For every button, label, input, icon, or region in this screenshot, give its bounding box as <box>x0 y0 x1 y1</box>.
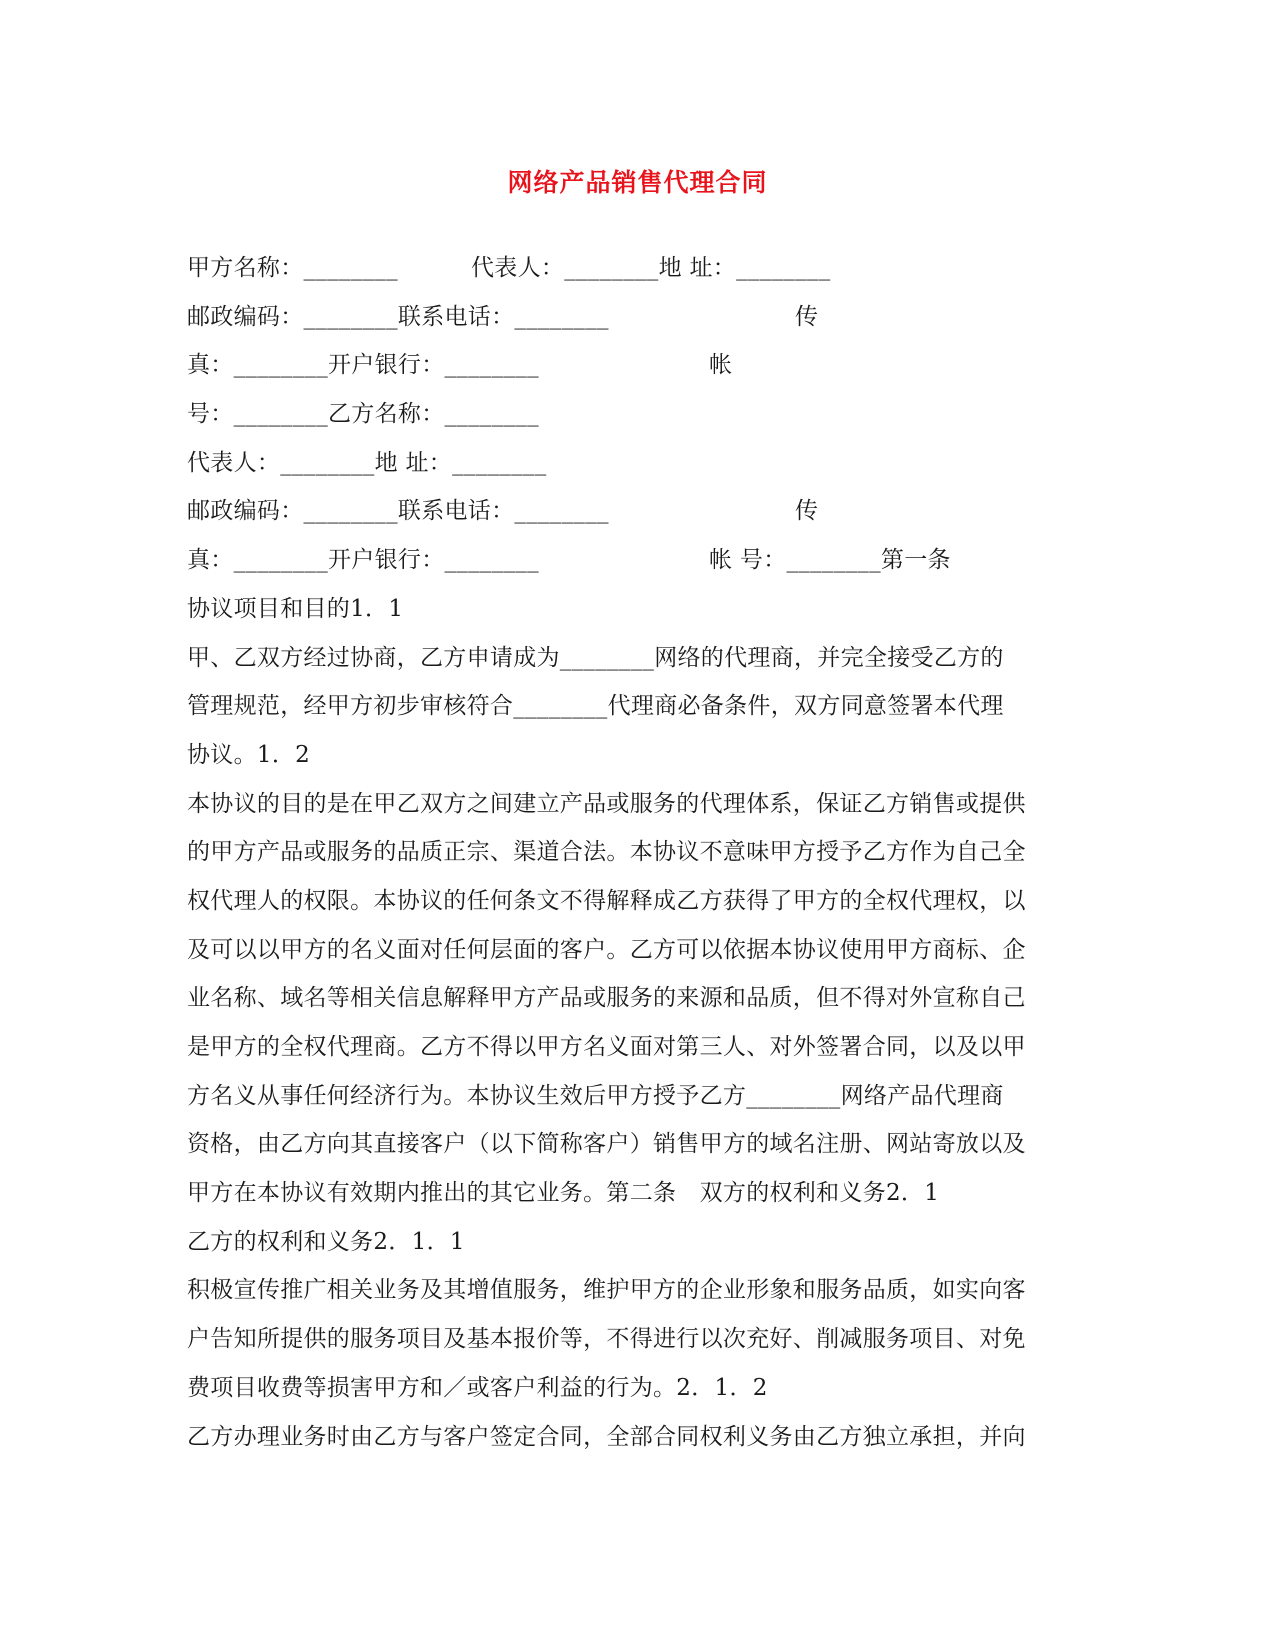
party-info-field: 邮政编码：________联系电话：________ <box>187 303 609 330</box>
contract-text-line: 协议。1．2 <box>187 741 311 768</box>
party-info-field: 帐 <box>709 352 733 379</box>
contract-text-block <box>187 585 1087 1461</box>
party-info-line <box>187 341 1087 390</box>
contract-text-line: 户告知所提供的服务项目及基本报价等，不得进行以次充好、削减服务项目、对免 <box>187 1326 1026 1353</box>
party-info-field: 传 <box>795 303 819 330</box>
contract-text-line: 积极宣传推广相关业务及其增值服务，维护甲方的企业形象和服务品质，如实向客 <box>187 1277 1026 1304</box>
party-info-field: 号：________乙方名称：________ <box>187 401 539 428</box>
party-info-field: 甲方名称：________ <box>187 255 398 281</box>
contract-text-line: 乙方的权利和义务2．1．1 <box>187 1228 465 1255</box>
party-info-line <box>187 439 1087 488</box>
party-info-field: 真：________开户银行：________ <box>187 547 539 574</box>
contract-text-line: 的甲方产品或服务的品质正宗、渠道合法。本协议不意味甲方授予乙方作为自己全 <box>187 839 1026 866</box>
document-title: 网络产品销售代理合同 <box>507 168 768 197</box>
party-info-field: 邮政编码：________联系电话：________ <box>187 498 609 525</box>
contract-text-line: 协议项目和目的1．1 <box>187 595 404 622</box>
contract-text-line: 方名义从事任何经济行为。本协议生效后甲方授予乙方________网络产品代理商 <box>187 1082 1004 1109</box>
party-info-block <box>187 244 1087 585</box>
contract-text-line: 本协议的目的是在甲乙双方之间建立产品或服务的代理体系，保证乙方销售或提供 <box>187 790 1026 817</box>
party-info-line <box>187 487 1087 536</box>
party-info-field: 代表人：________地 址：________ <box>187 449 547 476</box>
party-info-field: 帐 号：________第一条 <box>709 547 951 574</box>
contract-body <box>187 244 1087 1461</box>
party-info-line <box>187 390 1087 439</box>
contract-text-line: 及可以以甲方的名义面对任何层面的客户。乙方可以依据本协议使用甲方商标、企 <box>187 936 1026 963</box>
party-info-field: 真：________开户银行：________ <box>187 352 539 379</box>
contract-text-line: 是甲方的全权代理商。乙方不得以甲方名义面对第三人、对外签署合同，以及以甲 <box>187 1034 1026 1060</box>
contract-text-line: 业名称、域名等相关信息解释甲方产品或服务的来源和品质，但不得对外宣称自己 <box>187 985 1026 1012</box>
party-info-field: 传 <box>795 498 819 525</box>
contract-text-line: 权代理人的权限。本协议的任何条文不得解释成乙方获得了甲方的全权代理权，以 <box>187 887 1026 914</box>
party-info-line <box>187 244 1087 293</box>
contract-text-line: 资格，由乙方向其直接客户（以下简称客户）销售甲方的域名注册、网站寄放以及 <box>187 1131 1026 1158</box>
contract-text-line: 甲、乙双方经过协商，乙方申请成为________网络的代理商，并完全接受乙方的 <box>187 644 1004 671</box>
party-info-field: 代表人：________地 址：________ <box>471 255 831 281</box>
contract-text-line: 费项目收费等损害甲方和／或客户利益的行为。2．1．2 <box>187 1374 768 1401</box>
party-info-line <box>187 536 1087 585</box>
party-info-line <box>187 293 1087 342</box>
contract-text-line: 乙方办理业务时由乙方与客户签定合同，全部合同权利义务由乙方独立承担，并向 <box>187 1423 1026 1450</box>
contract-text-line: 甲方在本协议有效期内推出的其它业务。第二条 双方的权利和义务2．1 <box>187 1180 940 1207</box>
contract-text-line: 管理规范，经甲方初步审核符合________代理商必备条件，双方同意签署本代理 <box>187 693 1004 720</box>
